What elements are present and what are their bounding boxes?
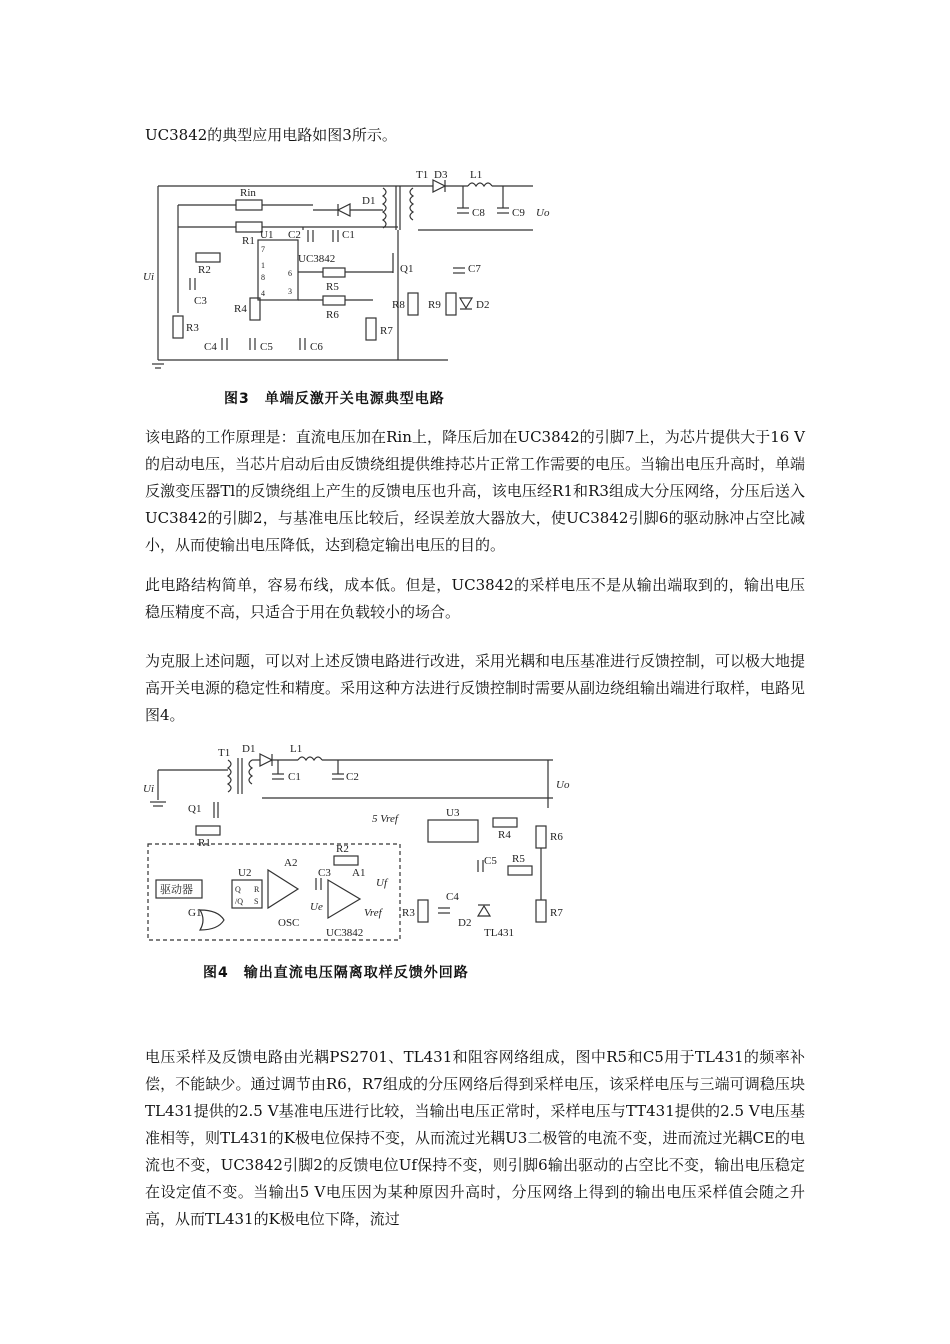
fig4-label-c1: C1 bbox=[288, 771, 301, 783]
fig4-label-g1: G1 bbox=[188, 907, 202, 919]
fig4-label-driver: 驱动器 bbox=[160, 883, 193, 896]
fig4-label-vref2: Vref bbox=[364, 907, 382, 919]
fig3-label-r7: R7 bbox=[380, 325, 393, 337]
intro-paragraph: UC3842的典型应用电路如图3所示。 bbox=[145, 126, 397, 144]
fig4-label-ui: Ui bbox=[143, 783, 154, 795]
fig4-label-c5: C5 bbox=[484, 855, 497, 867]
fig4-label-r5: R5 bbox=[512, 853, 525, 865]
paragraph-4: 电压采样及反馈电路由光耦PS2701、TL431和阻容网络组成，图中R5和C5用于TL431的频率补偿，不能缺少。通过调节由R6，R7组成的分压网络后得到采样电压，该采样电压与三端可调稳压块TL431提供的2.5 V基准电压进行比较，当输出电压正常时，采样电压与TT431提供的2.5 V电压基准相等，则TL431的K极电位保持不变，从而流过光耦U3二极管的电流不变，进而流过光耦CE的电流也不变，UC3842引脚2的反馈电位Uf保持不变，则引脚6输出驱动的占空比不变，输出电压稳定在设定值不变。当输出5 V电压因为某种原因升高时，分压网络上得到的输出电压采样值会随之升高，从而TL431的K极电位下降，流过 bbox=[145, 1048, 805, 1228]
fig4-label-d1: D1 bbox=[242, 743, 256, 755]
fig3-label-r5: R5 bbox=[326, 281, 339, 293]
fig3-label-t1: T1 bbox=[416, 169, 429, 181]
fig4-label-a1: A1 bbox=[352, 867, 366, 879]
figure-3 bbox=[138, 168, 558, 382]
fig4-label-uf: Uf bbox=[376, 877, 387, 889]
fig4-label-c2: C2 bbox=[346, 771, 359, 783]
fig4-label-tl431: TL431 bbox=[484, 927, 514, 939]
fig3-label-chip: UC3842 bbox=[298, 253, 336, 265]
fig3-label-c3: C3 bbox=[194, 295, 207, 307]
fig4-label-d2: D2 bbox=[458, 917, 472, 929]
fig4-label-u2: U2 bbox=[238, 867, 252, 879]
fig3-label-pin4: 4 bbox=[261, 289, 265, 298]
fig4-label-osc: OSC bbox=[278, 917, 300, 929]
fig3-label-c5: C5 bbox=[260, 341, 273, 353]
figure-3-schematic bbox=[138, 168, 558, 378]
fig4-label-qbar: /Q bbox=[235, 897, 243, 906]
fig3-label-l1: L1 bbox=[470, 169, 483, 181]
fig4-label-r3: R3 bbox=[402, 907, 415, 919]
fig4-label-uo: Uo bbox=[556, 779, 570, 791]
figure-4-caption: 图4 输出直流电压隔离取样反馈外回路 bbox=[203, 965, 469, 981]
fig4-label-r: R bbox=[254, 885, 260, 894]
fig3-label-rin: Rin bbox=[240, 187, 256, 199]
fig4-label-q: Q bbox=[235, 885, 241, 894]
fig3-label-c2: C2 bbox=[288, 229, 301, 241]
fig4-label-chip: UC3842 bbox=[326, 927, 364, 939]
fig4-label-l1: L1 bbox=[290, 743, 303, 755]
fig4-label-r7: R7 bbox=[550, 907, 563, 919]
fig3-label-r2: R2 bbox=[198, 264, 211, 276]
figure-3-caption: 图3 单端反激开关电源典型电路 bbox=[224, 391, 445, 407]
fig3-label-uo: Uo bbox=[536, 207, 550, 219]
figure-4-schematic bbox=[138, 740, 578, 952]
fig4-label-r4: R4 bbox=[498, 829, 511, 841]
paragraph-3: 为克服上述问题，可以对上述反馈电路进行改进，采用光耦和电压基准进行反馈控制，可以极大地提高开关电源的稳定性和精度。采用这种方法进行反馈控制时需要从副边绕组输出端进行取样，电路见图4。 bbox=[145, 652, 806, 724]
fig3-label-q1: Q1 bbox=[400, 263, 414, 275]
fig3-label-pin3: 3 bbox=[288, 287, 292, 296]
fig3-label-r4: R4 bbox=[234, 303, 247, 315]
fig3-label-c7: C7 bbox=[468, 263, 481, 275]
fig3-label-pin7: 7 bbox=[261, 245, 265, 254]
fig4-label-vref: 5 Vref bbox=[372, 813, 398, 825]
fig4-label-t1: T1 bbox=[218, 747, 231, 759]
fig3-label-r8: R8 bbox=[392, 299, 405, 311]
fig4-label-u3: U3 bbox=[446, 807, 460, 819]
fig4-label-r6: R6 bbox=[550, 831, 563, 843]
fig3-label-d3: D3 bbox=[434, 169, 448, 181]
fig4-label-c3: C3 bbox=[318, 867, 331, 879]
fig4-label-r2: R2 bbox=[336, 843, 349, 855]
fig3-label-r1: R1 bbox=[242, 235, 255, 247]
fig3-label-u1: U1 bbox=[260, 229, 274, 241]
fig3-label-pin1: 1 bbox=[261, 261, 265, 270]
fig3-label-pin8: 8 bbox=[261, 273, 265, 282]
fig3-label-r6: R6 bbox=[326, 309, 339, 321]
fig4-label-c4: C4 bbox=[446, 891, 459, 903]
fig3-label-c4: C4 bbox=[204, 341, 217, 353]
paragraph-1: 该电路的工作原理是：直流电压加在Rin上，降压后加在UC3842的引脚7上，为芯片提供大于16 V的启动电压，当芯片启动后由反馈绕组提供维持芯片正常工作需要的电压。当输出电压升高时，单端反激变压器Tl的反馈绕组上产生的反馈电压也升高，该电压经R1和R3组成大分压网络，分压后送入UC3842的引脚2，与基准电压比较后，经误差放大器放大，使UC3842引脚6的驱动脉冲占空比减小，从而使输出电压降低，达到稳定输出电压的目的。 bbox=[145, 428, 806, 554]
fig3-label-ui: Ui bbox=[143, 271, 154, 283]
fig3-label-c8: C8 bbox=[472, 207, 485, 219]
fig4-label-ue: Ue bbox=[310, 901, 323, 913]
fig3-label-d1: D1 bbox=[362, 195, 376, 207]
fig4-label-a2: A2 bbox=[284, 857, 298, 869]
fig3-label-r9: R9 bbox=[428, 299, 441, 311]
fig3-label-c6: C6 bbox=[310, 341, 323, 353]
fig4-label-r1: R1 bbox=[198, 837, 211, 849]
fig3-label-d2: D2 bbox=[476, 299, 490, 311]
fig3-label-pin6: 6 bbox=[288, 269, 292, 278]
fig4-label-s: S bbox=[254, 897, 259, 906]
fig4-label-q1: Q1 bbox=[188, 803, 202, 815]
fig3-label-c1: C1 bbox=[342, 229, 355, 241]
figure-4 bbox=[138, 740, 578, 956]
paragraph-2: 此电路结构简单，容易布线，成本低。但是，UC3842的采样电压不是从输出端取到的，输出电压稳压精度不高，只适合于用在负载较小的场合。 bbox=[145, 576, 805, 621]
fig3-label-c9: C9 bbox=[512, 207, 525, 219]
fig3-label-r3: R3 bbox=[186, 322, 199, 334]
